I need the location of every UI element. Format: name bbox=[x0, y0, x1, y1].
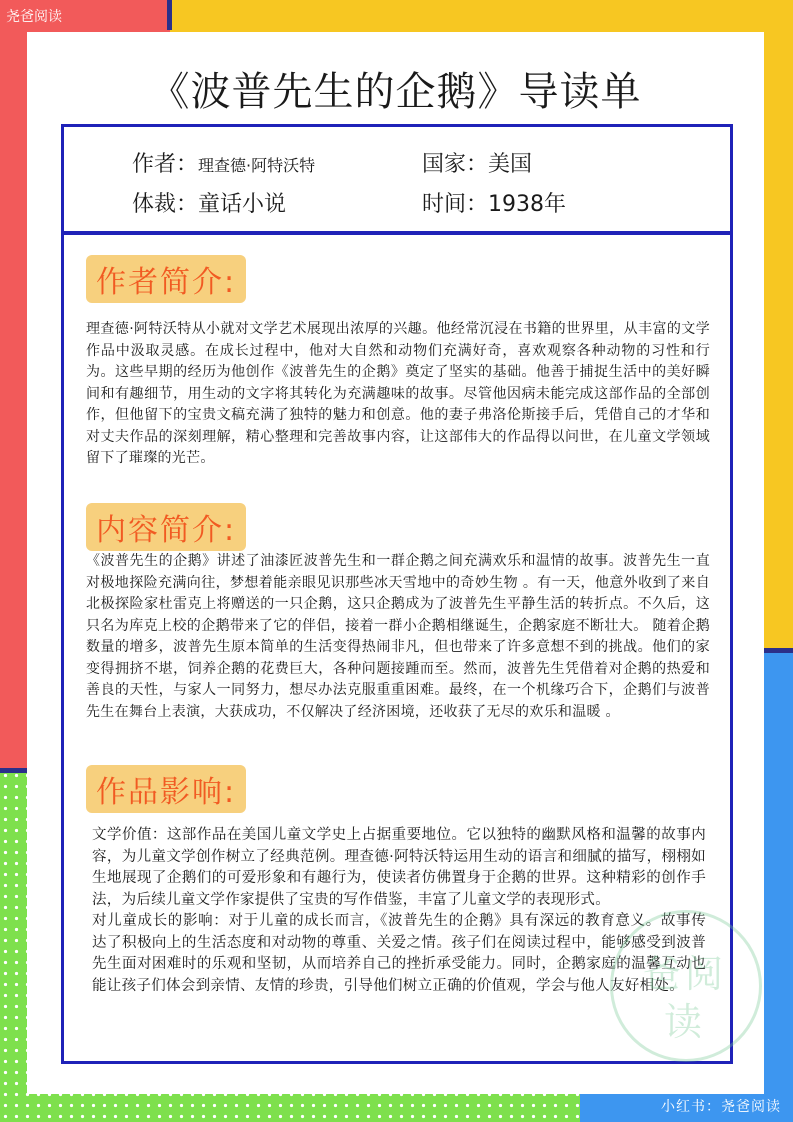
country-label: 国家： bbox=[422, 152, 489, 177]
time-value: 1938年 bbox=[488, 192, 567, 217]
background-divider bbox=[167, 0, 172, 30]
influence-heading: 作品影响: bbox=[86, 765, 246, 813]
country-cell bbox=[422, 147, 532, 178]
book-info-box bbox=[61, 124, 733, 234]
content-intro-heading: 内容简介: bbox=[86, 503, 246, 551]
background-divider bbox=[764, 648, 793, 653]
content-intro-text: 《波普先生的企鹅》讲述了油漆匠波普先生和一群企鹅之间充满欢乐和温情的故事。波普先生一直对极地探险充满向往，梦想着能亲眼见识那些冰天雪地中的奇妙生物 。有一天，他意外收到了来自北极探险家杜雷克上将赠送的一只企鹅，这只企鹅成为了波普先生平静生活的转折点。不久后，这只名为库克上校的企鹅带来了它的伴侣，接着一群小企鹅相继诞生，企鹅家庭不断壮大。 随着企鹅数量的增多，波普先生原本简单的生活变得热闹非凡，但也带来了许多意想不到的挑战。他们的家变得拥挤不堪，饲养企鹅的花费巨大，各种问题接踵而至。然而，波普先生凭借着对企鹅的热爱和善良的天性，与家人一同努力，想尽办法克服重重困难。最终，在一个机缘巧合下，企鹅们与波普先生在舞台上表演，大获成功，不仅解决了经济困境，还收获了无尽的欢乐和温暖 。 bbox=[86, 553, 710, 720]
country-value: 美国 bbox=[488, 152, 533, 177]
footer-brand-label: 小红书：尧爸阅读 bbox=[661, 1099, 781, 1115]
corner-brand-label: 尧爸阅读 bbox=[6, 9, 62, 25]
background-divider bbox=[0, 768, 30, 773]
literary-value-text: 文学价值：这部作品在美国儿童文学史上占据重要地位。它以独特的幽默风格和温馨的故事内容，为儿童文学创作树立了经典范例。理查德·阿特沃特运用生动的语言和细腻的描写，栩栩如生地展现了企鹅们的可爱形象和有趣行为，使读者仿佛置身于企鹅的世界。这种精彩的创作手法，为后续儿童文学作家提供了宝贵的写作借鉴，丰富了儿童文学的表现形式。 bbox=[92, 827, 706, 908]
genre-label: 体裁： bbox=[132, 192, 199, 217]
time-cell bbox=[422, 187, 566, 218]
child-growth-text: 对儿童成长的影响：对于儿童的成长而言，《波普先生的企鹅》具有深远的教育意义。故事传达了积极向上的生活态度和对动物的尊重、关爱之情。孩子们在阅读过程中，能够感受到波普先生面对困难时的乐观和坚韧，从而培养自己的挫折承受能力。同时，企鹅家庭的温馨互动也能让孩子们体会到亲情、友情的珍贵，引导他们树立正确的价值观，学会与他人友好相处。 bbox=[92, 913, 706, 994]
author-intro-heading: 作者简介: bbox=[86, 255, 246, 303]
watermark-text: 爸阅读 bbox=[642, 952, 727, 1044]
time-label: 时间： bbox=[422, 192, 489, 217]
genre-value: 童话小说 bbox=[198, 192, 287, 217]
info-row-2 bbox=[132, 187, 567, 218]
author-intro-text: 理查德·阿特沃特从小就对文学艺术展现出浓厚的兴趣。他经常沉浸在书籍的世界里，从丰富的文学作品中汲取灵感。在成长过程中，他对大自然和动物们充满好奇，喜欢观察各种动物的习性和行为。这些早期的经历为他创作《波普先生的企鹅》奠定了坚实的基础。他善于捕捉生活中的美好瞬间和有趣细节，用生动的文字将其转化为充满趣味的故事。尽管他因病未能完成这部作品的全部创作，但他留下的宝贵文稿充满了独特的魅力和创意。他的妻子弗洛伦斯接手后，凭借自己的才华和对丈夫作品的深刻理解，精心整理和完善故事内容，让这部伟大的作品得以问世，在儿童文学领域留下了璀璨的光芒。 bbox=[86, 321, 710, 466]
author-value: 理查德·阿特沃特 bbox=[198, 156, 316, 175]
page-title: 《波普先生的企鹅》导读单 bbox=[149, 69, 642, 115]
author-label: 作者： bbox=[132, 152, 199, 177]
info-row-1 bbox=[132, 147, 533, 178]
